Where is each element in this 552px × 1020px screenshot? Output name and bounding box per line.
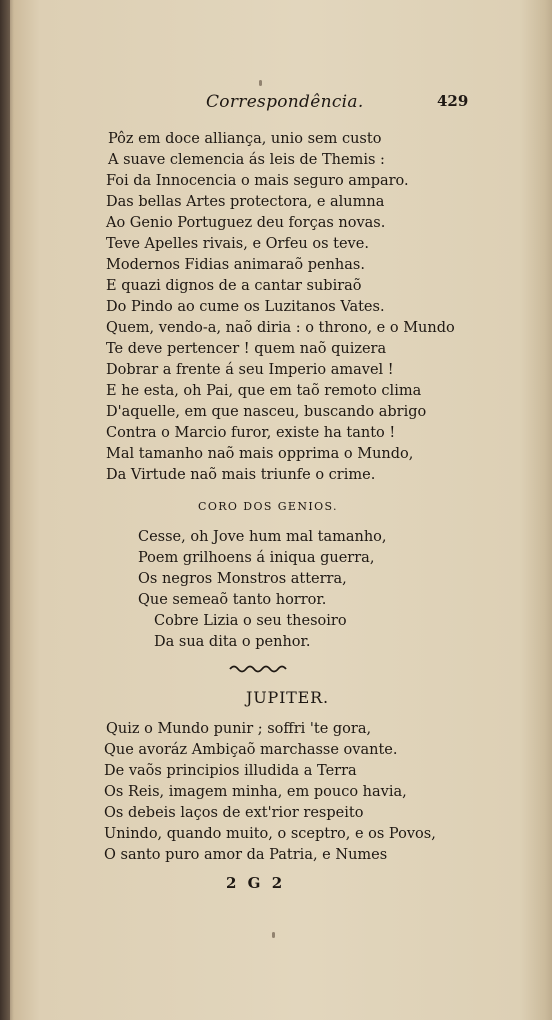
chorus-line: Cesse, oh Jove hum mal tamanho, [138,529,387,545]
ink-speck [272,932,275,938]
verse-line: Das bellas Artes protectora, e alumna [106,194,385,210]
page-gutter [0,0,10,1020]
running-head: Correspondência. [206,92,364,112]
page-header [0,92,552,116]
chorus-line: Os negros Monstros atterra, [138,571,347,587]
verse-line: Te deve pertencer ! quem naõ quizera [106,341,387,357]
verse-line: Contra o Marcio furor, existe ha tanto ! [106,425,396,441]
verse-line: Quiz o Mundo punir ; soffri 'te gora, [106,721,372,737]
verse-line: Ao Genio Portuguez deu forças novas. [106,215,386,231]
chorus-line: Poem grilhoens á iniqua guerra, [138,550,375,566]
verse-line: O santo puro amor da Patria, e Numes [104,847,388,863]
speaker-heading: JUPITER. [246,688,329,707]
verse-line: Foi da Innocencia o mais seguro amparo. [106,173,409,189]
verse-line: Os Reis, imagem minha, em pouco havia, [104,784,407,800]
verse-line: Quem, vendo-a, naõ diria : o throno, e o Mundo [106,320,455,336]
verse-line: Unindo, quando muito, o sceptro, e os Povos, [104,826,436,842]
chorus-line: Cobre Lizia o seu thesoiro [154,613,347,629]
signature-mark: 2 G 2 [226,874,286,892]
verse-line: De vaõs principios illudida a Terra [104,763,357,779]
verse-line: Mal tamanho naõ mais opprima o Mundo, [106,446,414,462]
verse-line: Os debeis laços de ext'rior respeito [104,805,364,821]
verse-line: E quazi dignos de a cantar subiraõ [106,278,362,294]
page-number: 429 [437,92,469,110]
verse-line: D'aquelle, em que nasceu, buscando abrigo [106,404,427,420]
ink-speck [259,80,262,86]
chorus-line: Que semeaõ tanto horror. [138,592,327,608]
verse-line: Modernos Fidias animaraõ penhas. [106,257,365,273]
verse-line: Dobrar a frente á seu Imperio amavel ! [106,362,394,378]
verse-line: Do Pindo ao cume os Luzitanos Vates. [106,299,385,315]
verse-line: Pôz em doce alliança, unio sem custo [108,131,382,147]
wave-ornament [228,664,290,674]
verse-line: Teve Apelles rivais, e Orfeu os teve. [106,236,369,252]
verse-line: A suave clemencia ás leis de Themis : [108,152,385,168]
chorus-heading: CORO DOS GENIOS. [198,500,338,513]
verse-line: Que avoráz Ambiçaõ marchasse ovante. [104,742,398,758]
verse-line: E he esta, oh Pai, que em taõ remoto clima [106,383,422,399]
chorus-line: Da sua dita o penhor. [154,634,311,650]
verse-line: Da Virtude naõ mais triunfe o crime. [106,467,376,483]
